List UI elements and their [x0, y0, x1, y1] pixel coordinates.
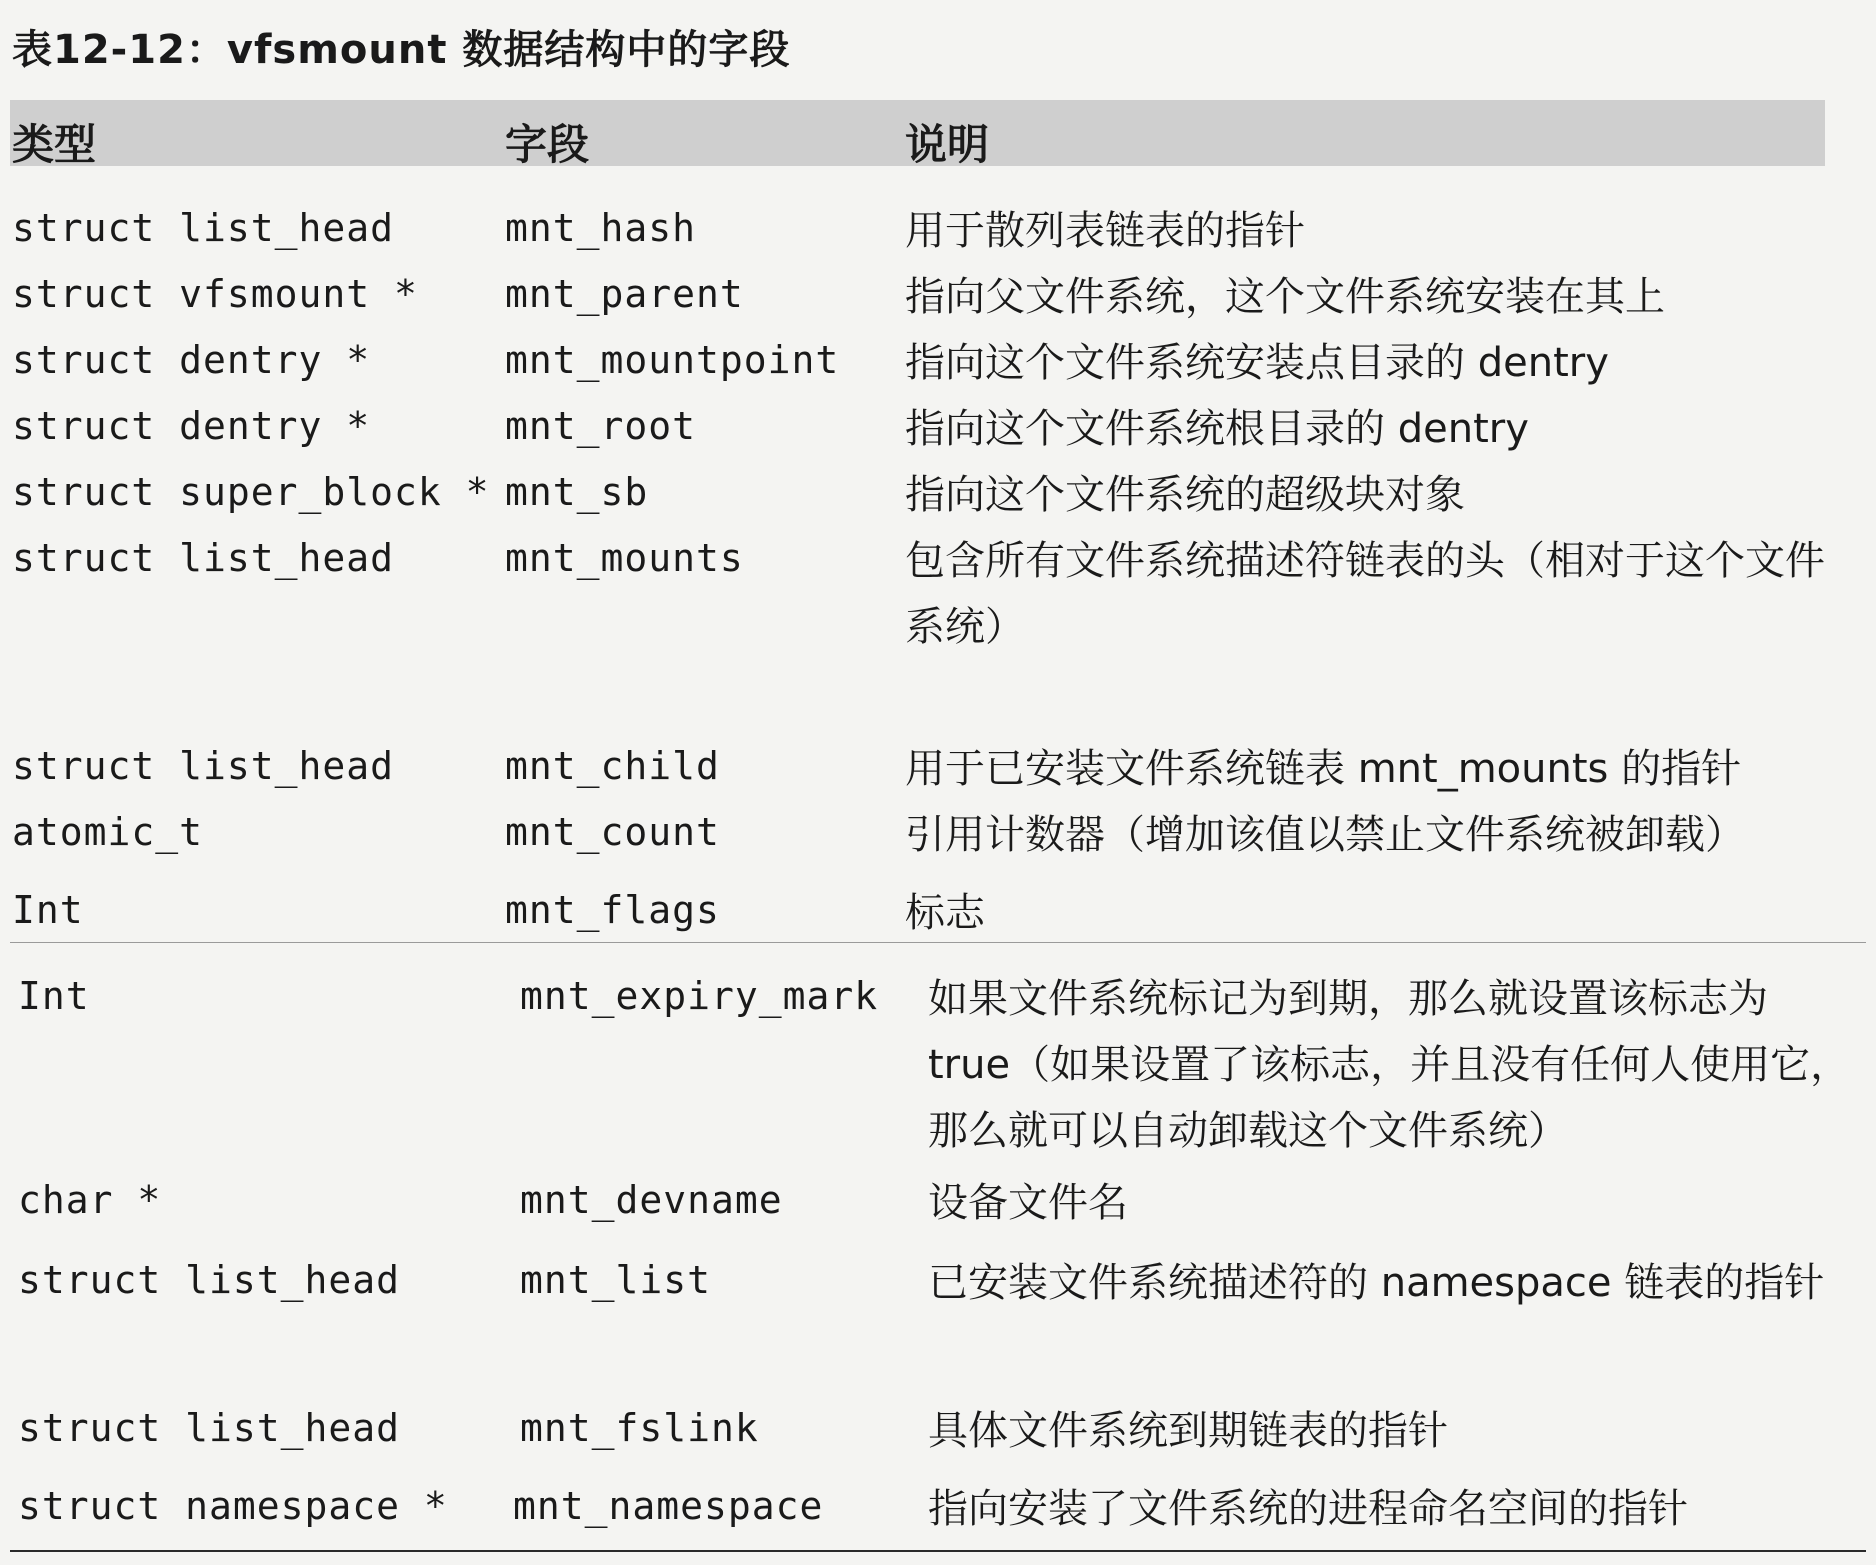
- cell-desc: 具体文件系统到期链表的指针: [928, 1408, 1448, 1454]
- cell-desc: 指向这个文件系统根目录的 dentry: [905, 406, 1529, 452]
- page-fold-divider: [10, 942, 1866, 943]
- cell-type: Int: [18, 974, 90, 1018]
- cell-field: mnt_devname: [520, 1178, 783, 1222]
- cell-desc: 已安装文件系统描述符的 namespace 链表的指针: [928, 1260, 1825, 1306]
- cell-type: struct namespace *: [18, 1484, 448, 1528]
- cell-type: struct dentry *: [12, 404, 371, 448]
- cell-type: struct list_head: [18, 1406, 401, 1450]
- header-field: 字段: [505, 120, 590, 169]
- cell-desc: 设备文件名: [928, 1180, 1128, 1226]
- cell-field: mnt_hash: [505, 206, 697, 250]
- cell-field: mnt_count: [505, 810, 720, 854]
- header-desc: 说明: [905, 120, 990, 169]
- cell-type: struct list_head: [18, 1258, 401, 1302]
- cell-type: atomic_t: [12, 810, 204, 854]
- cell-desc: 引用计数器（增加该值以禁止文件系统被卸载）: [905, 812, 1745, 858]
- cell-type: struct list_head: [12, 206, 395, 250]
- cell-type: char *: [18, 1178, 162, 1222]
- cell-type: struct list_head: [12, 536, 395, 580]
- cell-type: struct dentry *: [12, 338, 371, 382]
- cell-field: mnt_mounts: [505, 536, 744, 580]
- cell-desc: 如果文件系统标记为到期，那么就设置该标志为 true（如果设置了该标志，并且没有任何人使用它，那么就可以自动卸载这个文件系统）: [928, 976, 1851, 1154]
- cell-type: struct list_head: [12, 744, 395, 788]
- header-type: 类型: [12, 120, 97, 169]
- cell-type: Int: [12, 888, 84, 932]
- cell-field: mnt_fslink: [520, 1406, 759, 1450]
- cell-field: mnt_mountpoint: [505, 338, 840, 382]
- cell-type: struct vfsmount *: [12, 272, 418, 316]
- cell-desc: 用于已安装文件系统链表 mnt_mounts 的指针: [905, 746, 1742, 792]
- cell-field: mnt_expiry_mark: [520, 974, 879, 1018]
- cell-field: mnt_flags: [505, 888, 720, 932]
- cell-desc: 指向父文件系统，这个文件系统安装在其上: [905, 274, 1665, 320]
- cell-field: mnt_sb: [505, 470, 649, 514]
- cell-desc: 指向安装了文件系统的进程命名空间的指针: [928, 1486, 1688, 1532]
- cell-field: mnt_parent: [505, 272, 744, 316]
- cell-field: mnt_root: [505, 404, 697, 448]
- table-bottom-rule: [10, 1550, 1866, 1552]
- cell-field: mnt_child: [505, 744, 720, 788]
- cell-desc: 标志: [905, 890, 985, 936]
- cell-desc: 包含所有文件系统描述符链表的头（相对于这个文件系统）: [905, 538, 1825, 650]
- cell-desc: 指向这个文件系统的超级块对象: [905, 472, 1465, 518]
- table-caption: 表12-12：vfsmount 数据结构中的字段: [12, 27, 791, 73]
- cell-field: mnt_namespace: [513, 1484, 824, 1528]
- cell-type: struct super_block *: [12, 470, 490, 514]
- cell-desc: 用于散列表链表的指针: [905, 208, 1305, 254]
- cell-desc: 指向这个文件系统安装点目录的 dentry: [905, 340, 1609, 386]
- cell-field: mnt_list: [520, 1258, 712, 1302]
- table-header: [0, 112, 1876, 169]
